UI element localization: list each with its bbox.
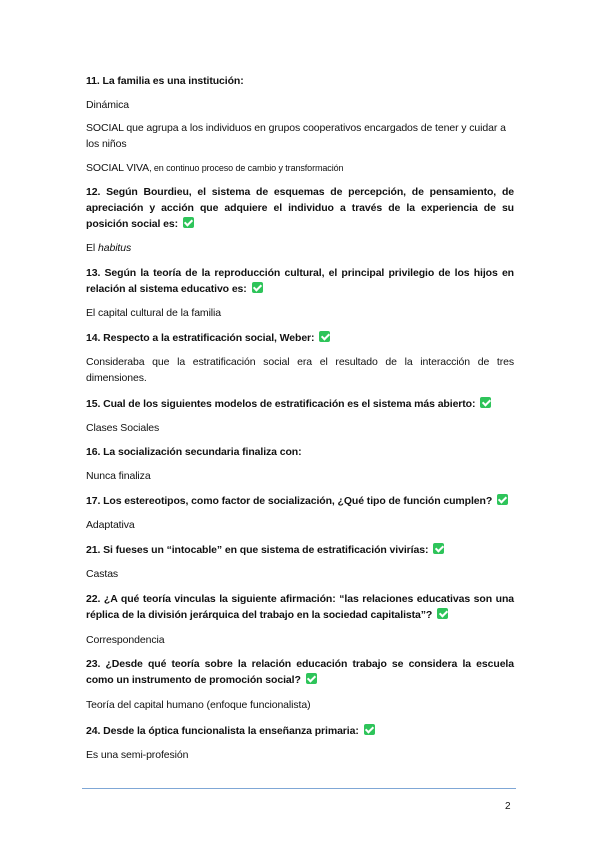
answer-12: El habitus bbox=[86, 242, 132, 254]
answer-15: Clases Sociales bbox=[86, 422, 160, 434]
check-mark-icon bbox=[306, 673, 317, 684]
answer-17: Adaptativa bbox=[86, 519, 135, 531]
check-mark-icon bbox=[252, 282, 263, 293]
answer-11a: Dinámica bbox=[86, 99, 129, 111]
question-24: 24. Desde la óptica funcionalista la enseñanza primaria: bbox=[86, 723, 514, 739]
question-13: 13. Según la teoría de la reproducción cultural, el principal privilegio de los hijos en relación al sistema educativo es: bbox=[86, 267, 514, 295]
check-mark-icon bbox=[319, 331, 330, 342]
question-14: 14. Respecto a la estratificación social, Weber: bbox=[86, 330, 514, 346]
answer-11b: SOCIAL que agrupa a los individuos en grupos cooperativos encargados de tener y cuidar a los niños bbox=[86, 122, 506, 150]
check-mark-icon bbox=[480, 397, 491, 408]
question-15: 15. Cual de los siguientes modelos de estratificación es el sistema más abierto: bbox=[86, 396, 514, 412]
answer-14: Consideraba que la estratificación social era el resultado de la interacción de tres dimensiones. bbox=[86, 356, 514, 384]
question-23: 23. ¿Desde qué teoría sobre la relación educación trabajo se considera la escuela como un instrumento de promoción social? bbox=[86, 658, 514, 686]
question-17: 17. Los estereotipos, como factor de socialización, ¿Qué tipo de función cumplen? bbox=[86, 493, 514, 509]
check-mark-icon bbox=[364, 724, 375, 735]
question-21: 21. Si fueses un “intocable” en que sistema de estratificación vivirías: bbox=[86, 542, 514, 558]
question-22: 22. ¿A qué teoría vinculas la siguiente afirmación: “las relaciones educativas son una réplica de la división jerárquica del trabajo en la sociedad capitalista”? bbox=[86, 593, 514, 621]
check-mark-icon bbox=[433, 543, 444, 554]
check-mark-icon bbox=[497, 494, 508, 505]
answer-21: Castas bbox=[86, 568, 119, 580]
answer-16: Nunca finaliza bbox=[86, 470, 151, 482]
question-16: 16. La socialización secundaria finaliza con: bbox=[86, 446, 302, 458]
answer-11c: SOCIAL VIVA, en continuo proceso de cambio y transformación bbox=[86, 162, 344, 174]
answer-22: Correspondencia bbox=[86, 634, 165, 646]
answer-13: El capital cultural de la familia bbox=[86, 307, 222, 319]
question-11: 11. La familia es una institución: bbox=[86, 75, 244, 87]
answer-24: Es una semi-profesión bbox=[86, 749, 189, 761]
check-mark-icon bbox=[437, 608, 448, 619]
question-12: 12. Según Bourdieu, el sistema de esquemas de percepción, de pensamiento, de apreciación y acción que adquiere el individuo a través de la experiencia de su posición social es: bbox=[86, 186, 514, 230]
footer-divider bbox=[82, 788, 516, 789]
check-mark-icon bbox=[183, 217, 194, 228]
answer-23: Teoría del capital humano (enfoque funcionalista) bbox=[86, 699, 311, 711]
page-number: 2 bbox=[505, 801, 511, 812]
